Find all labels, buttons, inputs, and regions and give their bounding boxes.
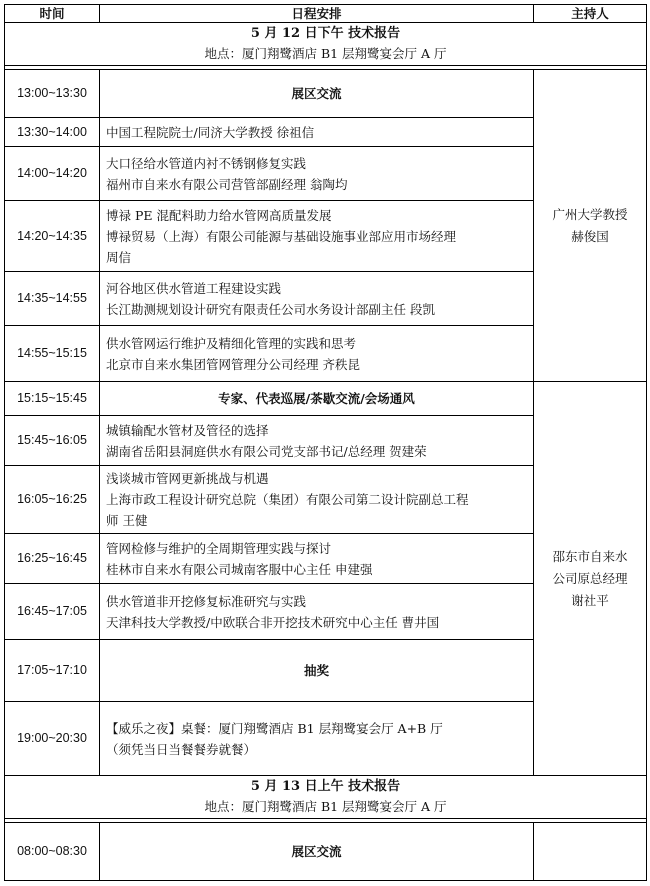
table-row <box>5 823 647 881</box>
table-row <box>5 382 647 416</box>
section-header <box>5 23 647 66</box>
host-title: 公司原总经理 <box>552 570 628 586</box>
talk-cell <box>100 584 534 640</box>
activity-title: 展区交流 <box>100 70 534 118</box>
talk-title: 河谷地区供水管道工程建设实践 <box>106 280 282 296</box>
talk-cell <box>100 118 534 147</box>
talk-speaker-cont: 周信 <box>106 249 132 265</box>
dinner-note: （须凭当日当餐餐券就餐） <box>106 741 257 757</box>
talk-title: 博禄 PE 混配料助力给水管网高质量发展 <box>106 207 332 223</box>
talk-cell <box>100 702 534 776</box>
time-cell: 17:05~17:10 <box>5 640 100 702</box>
activity-title: 展区交流 <box>100 823 534 881</box>
talk-title: 供水管道非开挖修复标准研究与实践 <box>106 593 307 609</box>
talk-title: 浅谈城市管网更新挑战与机遇 <box>106 471 269 486</box>
talk-cell <box>100 147 534 201</box>
talk-cell <box>100 466 534 534</box>
host-name: 谢社平 <box>571 592 609 608</box>
header-row <box>5 5 647 23</box>
time-cell: 13:30~14:00 <box>5 118 100 147</box>
table-row <box>5 70 647 118</box>
section-title: 5 月 13 日上午 技术报告 <box>250 779 401 794</box>
time-cell: 19:00~20:30 <box>5 702 100 776</box>
time-cell: 15:45~16:05 <box>5 416 100 466</box>
talk-speaker-cont: 师 王健 <box>106 513 148 528</box>
talk-title: 大口径给水管道内衬不锈钢修复实践 <box>106 155 307 171</box>
host-cell-empty <box>534 823 647 881</box>
activity-title: 抽奖 <box>100 640 534 702</box>
talk-speaker: 天津科技大学教授/中欧联合非开挖技术研究中心主任 曹井国 <box>106 614 440 630</box>
talk-speaker: 福州市自来水有限公司营管部副经理 翁陶均 <box>106 176 348 192</box>
time-cell: 14:00~14:20 <box>5 147 100 201</box>
dinner-line: 【威乐之夜】桌餐：厦门翔鹭酒店 B1 层翔鹭宴会厅 A+B 厅 <box>106 720 443 736</box>
time-cell: 16:45~17:05 <box>5 584 100 640</box>
talk-speaker: 桂林市自来水有限公司城南客服中心主任 申建强 <box>106 561 373 577</box>
talk-speaker: 上海市政工程设计研究总院（集团）有限公司第二设计院副总工程 <box>106 492 469 507</box>
time-cell: 08:00~08:30 <box>5 823 100 881</box>
time-cell: 14:55~15:15 <box>5 326 100 382</box>
talk-speaker: 长江勘测规划设计研究有限责任公司水务设计部副主任 段凯 <box>106 301 435 317</box>
time-cell: 14:35~14:55 <box>5 272 100 326</box>
schedule-table <box>4 4 647 881</box>
talk-speaker: 湖南省岳阳县洞庭供水有限公司党支部书记/总经理 贺建荣 <box>106 443 427 459</box>
section-location: 地点：厦门翔鹭酒店 B1 层翔鹭宴会厅 A 厅 <box>204 799 447 814</box>
host-title: 广州大学教授 <box>552 206 628 222</box>
time-cell: 13:00~13:30 <box>5 70 100 118</box>
host-cell-2 <box>534 382 647 776</box>
header-schedule: 日程安排 <box>100 5 534 23</box>
time-cell: 15:15~15:45 <box>5 382 100 416</box>
talk-title: 供水管网运行维护及精细化管理的实践和思考 <box>106 335 357 351</box>
host-name: 赫俊国 <box>571 228 609 244</box>
talk-cell <box>100 534 534 584</box>
talk-cell <box>100 201 534 272</box>
header-host: 主持人 <box>534 5 647 23</box>
header-time: 时间 <box>5 5 100 23</box>
talk-cell <box>100 272 534 326</box>
section-header <box>5 776 647 819</box>
activity-title: 专家、代表巡展/茶歇交流/会场通风 <box>100 382 534 416</box>
section-location: 地点：厦门翔鹭酒店 B1 层翔鹭宴会厅 A 厅 <box>204 46 447 61</box>
time-cell: 16:25~16:45 <box>5 534 100 584</box>
time-cell: 14:20~14:35 <box>5 201 100 272</box>
host-cell-1 <box>534 70 647 382</box>
host-org: 邵东市自来水 <box>552 548 628 564</box>
time-cell: 16:05~16:25 <box>5 466 100 534</box>
talk-cell <box>100 326 534 382</box>
talk-cell <box>100 416 534 466</box>
talk-speaker: 博禄贸易（上海）有限公司能源与基础设施事业部应用市场经理 <box>106 228 457 244</box>
talk-title: 城镇输配水管材及管径的选择 <box>106 422 269 438</box>
talk-speaker: 北京市自来水集团管网管理分公司经理 齐秩昆 <box>106 356 360 372</box>
talk-title: 管网检修与维护的全周期管理实践与探讨 <box>106 540 332 556</box>
talk-line: 中国工程院院士/同济大学教授 徐祖信 <box>106 124 315 140</box>
section-title: 5 月 12 日下午 技术报告 <box>250 26 401 41</box>
